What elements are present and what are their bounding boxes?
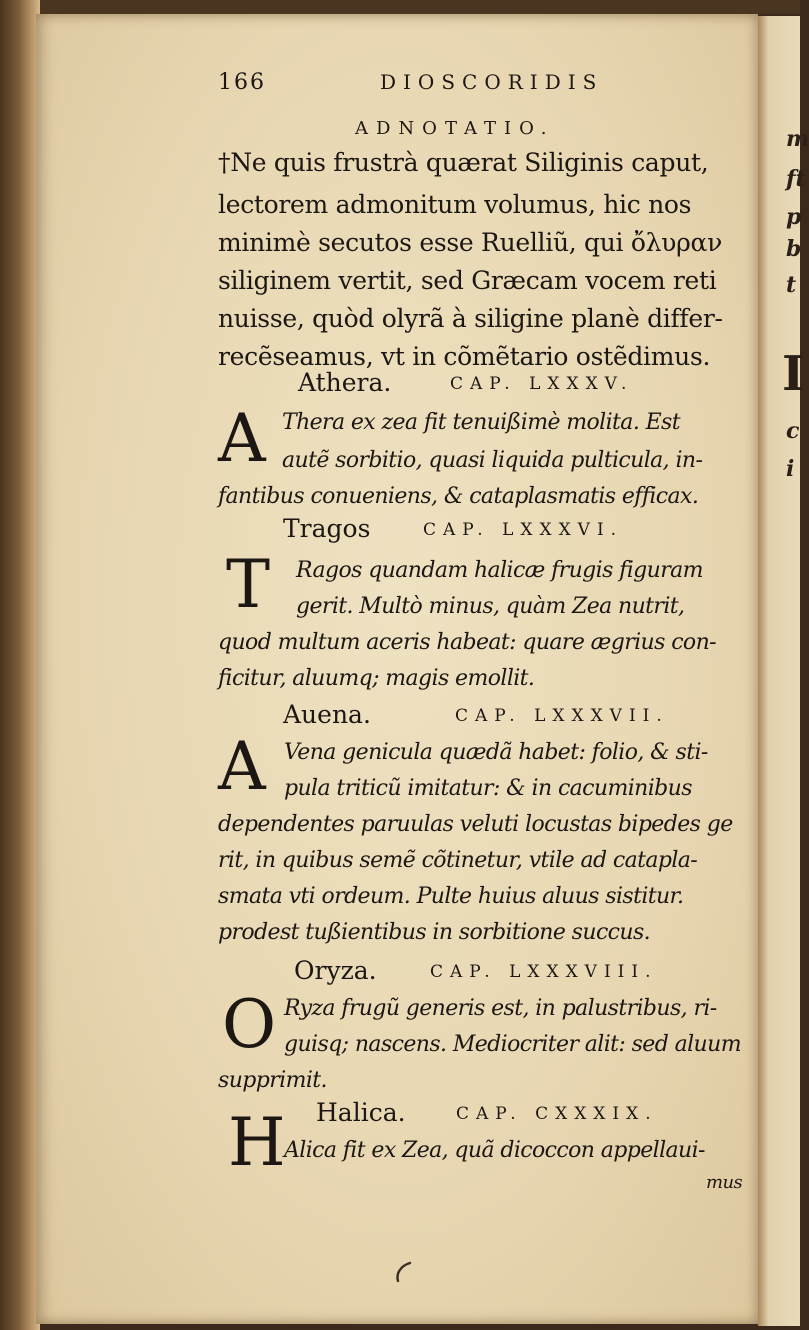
pen-mark — [392, 1260, 414, 1284]
drop-cap: A — [218, 400, 266, 477]
chapter-line: quod multum aceris habeat: quare ægrius con- — [218, 630, 716, 655]
chapter-line: supprimit. — [218, 1068, 327, 1093]
chapter-heading — [283, 514, 624, 543]
chapter-line: Alica fit ex Zea, quã dicoccon appellaui- — [284, 1138, 705, 1163]
book-top-edge — [0, 0, 800, 14]
chapter-line: autẽ sorbitio, quasi liquida pulticula, in- — [282, 448, 703, 473]
chapter-name: Athera. — [298, 368, 392, 397]
chapter-name: Oryza. — [294, 956, 377, 985]
chapter-line: Ryza frugũ generis est, in palustribus, ri- — [284, 996, 717, 1021]
chapter-line: dependentes paruulas veluti locustas bipedes ge — [218, 812, 733, 837]
drop-cap: A — [218, 728, 266, 805]
annotation-line: minimè secutos esse Ruelliũ, qui ὄλυραν — [218, 228, 722, 257]
book-binding — [0, 0, 40, 1330]
chapter-line: Thera ex zea fit tenuißimè molita. Est — [282, 410, 680, 435]
chapter-number: CAP. CXXXIX. — [456, 1104, 658, 1124]
chapter-line: fantibus conueniens, & cataplasmatis efficax. — [218, 484, 699, 509]
drop-cap: O — [222, 986, 277, 1063]
running-title: DIOSCORIDIS — [380, 70, 604, 94]
page-number: 166 — [218, 70, 266, 95]
annotation-line: lectorem admonitum volumus, hic nos — [218, 190, 692, 219]
chapter-heading — [298, 368, 634, 397]
chapter-line: ficitur, aluumq; magis emollit. — [218, 666, 535, 691]
chapter-heading — [283, 700, 669, 729]
annotation-title: ADNOTATIO. — [355, 118, 555, 139]
annotation-line: recẽseamus, vt in cõmẽtario ostẽdimus. — [218, 342, 711, 371]
chapter-name: Tragos — [283, 514, 371, 543]
catchword: mus — [706, 1172, 743, 1193]
chapter-name: Halica. — [316, 1098, 406, 1127]
drop-cap: T — [226, 546, 271, 623]
chapter-line: smata vti ordeum. Pulte huius aluus sistitur. — [218, 884, 684, 909]
chapter-heading — [316, 1098, 658, 1127]
chapter-number: CAP. LXXXVII. — [455, 706, 669, 726]
chapter-line: Vena genicula quædã habet: folio, & sti- — [284, 740, 708, 765]
annotation-line: siliginem vertit, sed Græcam vocem reti — [218, 266, 717, 295]
chapter-line: rit, in quibus semẽ cõtinetur, vtile ad catapla- — [218, 848, 698, 873]
chapter-line: Ragos quandam halicæ frugis figuram — [296, 558, 703, 583]
chapter-line: pula triticũ imitatur: & in cacuminibus — [284, 776, 692, 801]
chapter-line: gerit. Multò minus, quàm Zea nutrit, — [296, 594, 685, 619]
annotation-line: †Ne quis frustrà quærat Siliginis caput, — [218, 148, 709, 177]
chapter-line: guisq; nascens. Mediocriter alit: sed aluum — [284, 1032, 741, 1057]
chapter-number: CAP. LXXXVI. — [423, 520, 624, 540]
chapter-line: prodest tußientibus in sorbitione succus. — [218, 920, 651, 945]
chapter-number: CAP. LXXXVIII. — [430, 962, 658, 982]
annotation-line: nuisse, quòd olyrã à siligine planè differ- — [218, 304, 723, 333]
chapter-number: CAP. LXXXV. — [450, 374, 634, 394]
chapter-heading — [294, 956, 658, 985]
chapter-name: Auena. — [283, 700, 371, 729]
drop-cap: H — [228, 1104, 286, 1181]
facing-page-edge: m ft p b t I c i — [758, 16, 800, 1326]
